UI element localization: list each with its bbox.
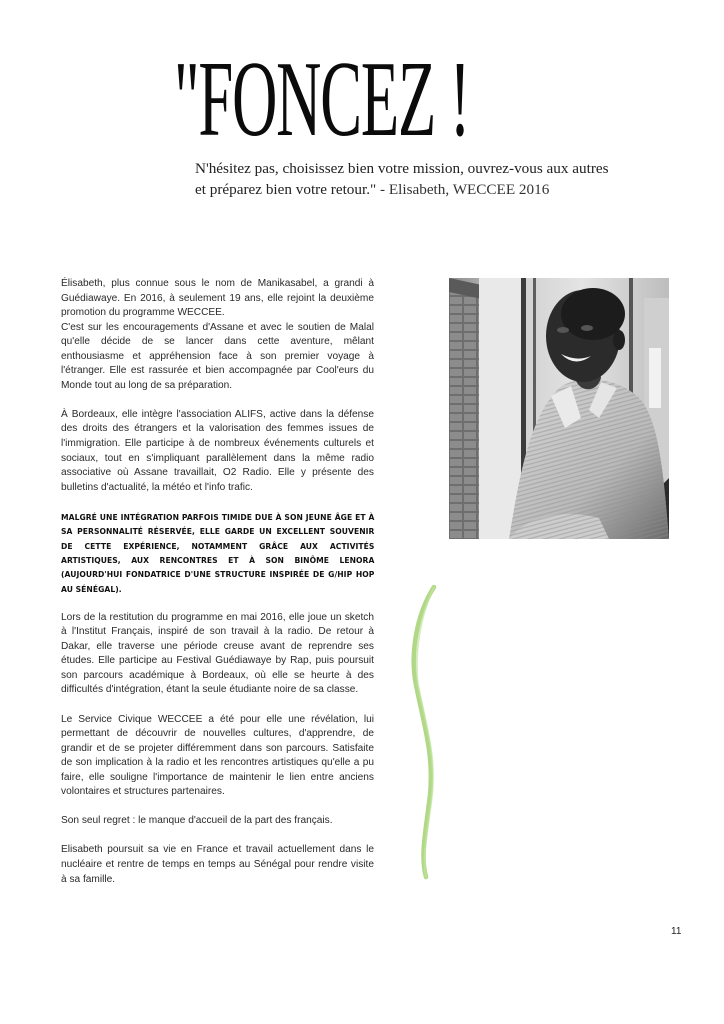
paragraph-regret: Son seul regret : le manque d'accueil de la part des français. [61,815,333,827]
paragraph-return: Lors de la restitution du programme en mai 2016, elle joue un sketch à l'Institut Français, inspiré de son travail à la radio. De retour à Dakar, elle traverse une période creuse avant de reprendre ses études. Elle participe au Festival Guédiawaye by Rap, puis poursuit son parcours académique à Bordeaux, où elle se heurte à des difficultés d'intégration, étant la seule étudiante noire de sa classe. [61,611,374,696]
pull-quote [195,158,645,200]
paragraph-bordeaux: À Bordeaux, elle intègre l'association ALIFS, active dans la défense des droits des étrangers et la valorisation des femmes issues de l'immigration. Elle participe à de nombreux événements culturels et sociaux, tout en s'impliquant parallèlement dans la même radio associative où Assane travaillait, O2 Radio. Elle y présente des bulletins d'actualité, la météo et l'info trafic. [61,408,374,493]
portrait-photo [449,278,669,539]
paragraph-decision: C'est sur les encouragements d'Assane et avec le soutien de Malal qu'elle décide de se lancer dans cette aventure, mêlant enthousiasme et appréhension face à son premier voyage à l'étranger. Elle est rassurée et bien accompagnée par Cool'eurs du Monde tout au long de sa préparation. [61,321,374,391]
green-vine-decoration [398,585,448,880]
paragraph-today: Elisabeth poursuit sa vie en France et travail actuellement dans le nucléaire et rentre de temps en temps au Sénégal pour rendre visite à sa famille. [61,844,374,885]
page-number: 11 [671,926,682,937]
portrait-illustration [449,278,669,539]
article-body [61,277,374,902]
paragraph-highlight: MALGRÉ UNE INTÉGRATION PARFOIS TIMIDE DUE À SON JEUNE ÂGE ET À SA PERSONNALITÉ RÉSERVÉE, ELLE GARDE UN EXCELLENT SOUVENIR DE CETTE EXPÉRIENCE, NOTAMMENT GRÂCE AUX ACTIVITÉS ARTISTIQUES, AUX RENCONTRES ET À SON BINÔME LENORA (AUJOURD'HUI FONDATRICE D'UNE STRUCTURE INSPIRÉE DE G/HIP HOP AU SÉNÉGAL). [61,511,375,594]
paragraph-revelation: Le Service Civique WECCEE a été pour elle une révélation, lui permettant de découvrir de nouvelles cultures, d'apprendre, de grandir et de se projeter différemment dans son parcours. Satisfaite de son implication à la radio et les rencontres artistiques qu'elle a pu faire, elle souligne l'importance de maintenir le lien entre anciens volontaires et structures partenaires. [61,713,374,798]
quote-line-2: et préparez bien votre retour." [195,181,377,198]
quote-attribution: - Elisabeth, WECCEE 2016 [376,181,550,198]
headline-title: "FONCEZ ! [174,40,470,159]
paragraph-intro: Élisabeth, plus connue sous le nom de Manikasabel, a grandi à Guédiawaye. En 2016, à seulement 19 ans, elle rejoint la deuxième promotion du programme WECCEE. [61,278,374,319]
quote-line-1: N'hésitez pas, choisissez bien votre mission, ouvrez-vous aux autres [195,160,609,177]
